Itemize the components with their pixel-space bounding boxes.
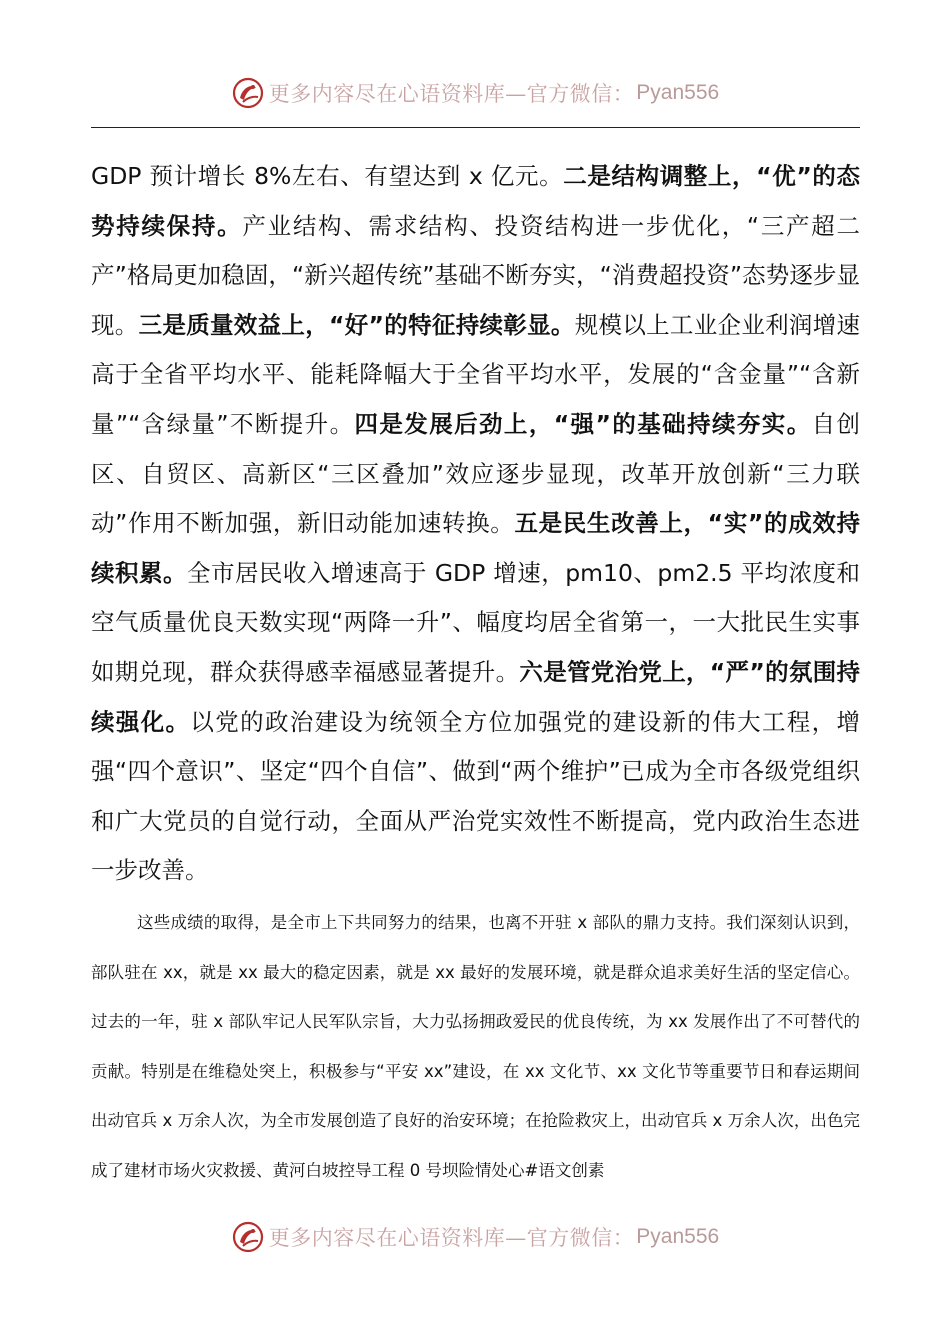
header-banner bbox=[0, 71, 950, 115]
heading-structure: 二是结构调整上，“优”的态势持续保持。 bbox=[91, 162, 861, 240]
banner-text: 更多内容尽在心语资料库—官方微信： bbox=[268, 1226, 635, 1250]
military-support-paragraph: 这些成绩的取得，是全市上下共同努力的结果，也离不开驻 x 部队的鼎力支持。我们深刻认识到，部队驻在 xx，就是 xx 最大的稳定因素，就是 xx 最好的发展环境，就是群众追求美好生活的坚定信心。过去的一年，驻 x 部队牢记人民军队宗旨，大力弘扬拥政爱民的优良传统，为 xx 发展作出了不可替代的贡献。特别是在维稳处突上，积极参与“平安 xx”建设，在 xx 文化节、xx 文化节等重要节日和春运期间出动官兵 x 万余人次，为全市发展创造了良好的治安环境；在抢险救灾上，出动官兵 x 万余人次，出色完成了建材市场火灾救援、黄河白坡控导工程 0 号坝险情处心#语文创素 bbox=[91, 913, 860, 1180]
heading-livelihood: 五是民生改善上，“实”的成效持续积累。 bbox=[91, 509, 860, 587]
heading-party: 六是管党治党上，“严”的氛围持续强化。 bbox=[91, 657, 860, 736]
logo-icon bbox=[231, 76, 265, 110]
sentence: 全市居民收入增速高于 GDP 增速，pm10、pm2.5 平均浓度和空气质量优良天数实现“两降一升”、幅度均居全省第一，一大批民生实事如期兑现，群众获得感幸福感显著提升。 bbox=[91, 558, 861, 686]
wechat-id: Pyan556 bbox=[636, 81, 720, 104]
footer-banner bbox=[0, 1215, 950, 1259]
sentence: 以党的政治建设为统领全方位加强党的建设新的伟大工程，增强“四个意识”、坚定“四个自信”、做到“两个维护”已成为全市各级党组织和广大党员的自觉行动，全面从严治党实效性不断提高，党内政治生态进一步改善。 bbox=[91, 707, 861, 885]
sentence: 产业结构、需求结构、投资结构进一步优化，“三产超二产”格局更加稳固，“新兴超传统”基础不断夯实，“消费超投资”态势逐步显现。 bbox=[91, 211, 860, 339]
heading-quality: 三是质量效益上，“好”的特征持续彰显。 bbox=[138, 310, 575, 339]
sentence: 规模以上工业企业利润增速高于全省平均水平、能耗降幅大于全省平均水平，发展的“含金量”“含新量”“含绿量”不断提升。 bbox=[91, 310, 861, 438]
sentence: 自创区、自贸区、高新区“三区叠加”效应逐步显现，改革开放创新“三力联动”作用不断加强，新旧动能加速转换。 bbox=[91, 409, 861, 538]
banner-text: 更多内容尽在心语资料库—官方微信： bbox=[268, 82, 635, 106]
wechat-id: Pyan556 bbox=[636, 1225, 720, 1248]
achievements-paragraph bbox=[91, 152, 860, 896]
logo-icon bbox=[231, 1220, 265, 1254]
heading-momentum: 四是发展后劲上，“强”的基础持续夯实。 bbox=[354, 409, 812, 438]
sentence: GDP 预计增长 8%左右、有望达到 x 亿元。 bbox=[91, 162, 564, 190]
header-divider bbox=[91, 127, 860, 128]
